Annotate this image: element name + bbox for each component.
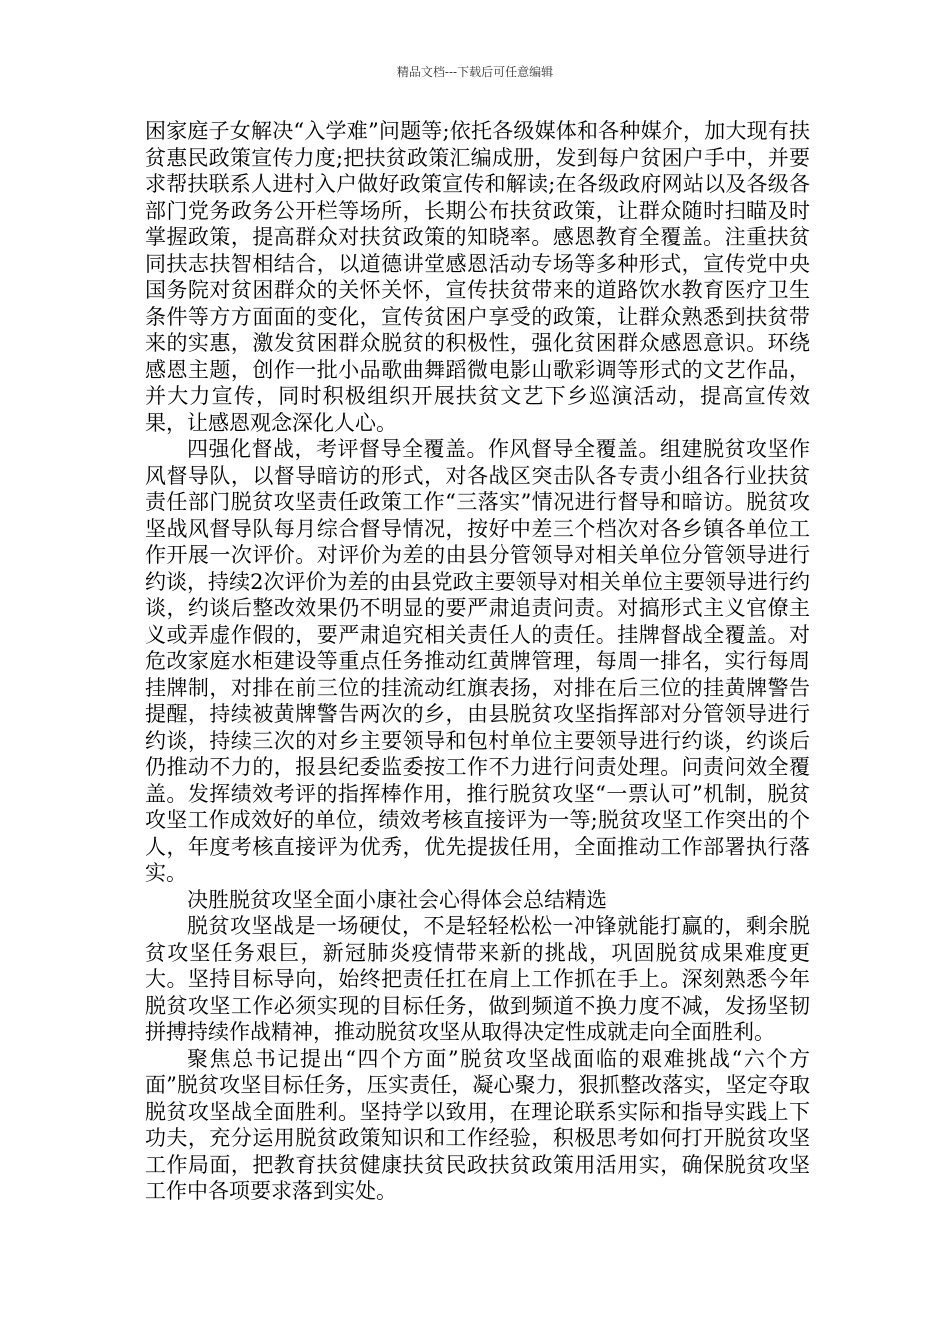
page-header: 精品文档---下载后可任意编辑 (396, 65, 554, 79)
section-title: 决胜脱贫攻坚全面小康社会心得体会总结精选 (187, 887, 607, 912)
document-body (145, 118, 810, 1205)
paragraph-focus: 聚焦总书记提出“四个方面”脱贫攻坚战面临的艰难挑战“六个方面”脱贫攻坚目标任务，压实责任，凝心聚力，狠抓整改落实，坚定夺取脱贫攻坚战全面胜利。坚持学以致用，在理论联系实际和指导实践上下功夫，充分运用脱贫政策知识和工作经验，积极思考如何打开脱贫攻坚工作局面，把教育扶贫健康扶贫民政扶贫政策用活用实，确保脱贫攻坚工作中各项要求落到实处。 (145, 1046, 810, 1203)
paragraph-hard-battle: 脱贫攻坚战是一场硬仗，不是轻轻松松一冲锋就能打赢的，剩余脱贫攻坚任务艰巨，新冠肺炎疫情带来新的挑战，巩固脱贫成果难度更大。坚持目标导向，始终把责任扛在肩上工作抓在手上。深刻熟悉今年脱贫攻坚工作必须实现的目标任务，做到频道不换力度不减，发扬坚韧拼搏持续作战精神，推动脱贫攻坚从取得决定性成就走向全面胜利。 (145, 914, 810, 1044)
paragraph-continued: 困家庭子女解决“入学难”问题等;依托各级媒体和各种媒介，加大现有扶贫惠民政策宣传力度;把扶贫政策汇编成册，发到每户贫困户手中，并要求帮扶联系人进村入户做好政策宣传和解读;在各级政府网站以及各级各部门党务政务公开栏等场所，长期公布扶贫政策，让群众随时扫瞄及时掌握政策，提高群众对扶贫政策的知晓率。感恩教育全覆盖。注重扶贫同扶志扶智相结合，以道德讲堂感恩活动专场等多种形式，宣传党中央国务院对贫困群众的关怀关怀，宣传扶贫带来的道路饮水教育医疗卫生条件等方方面面的变化，宣传贫困户享受的政策，让群众熟悉到扶贫带来的实惠，激发贫困群众脱贫的积极性，强化贫困群众感恩意识。环绕感恩主题，创作一批小品歌曲舞蹈微电影山歌彩调等形式的文艺作品，并大力宣传，同时积极组织开展扶贫文艺下乡巡演活动，提高宣传效果，让感恩观念深化人心。 (145, 119, 810, 435)
paragraph-supervision: 四强化督战，考评督导全覆盖。作风督导全覆盖。组建脱贫攻坚作风督导队，以督导暗访的形式，对各战区突击队各专责小组各行业扶贫责任部门脱贫攻坚责任政策工作“三落实”情况进行督导和暗访。脱贫攻坚战风督导队每月综合督导情况，按好中差三个档次对各乡镇各单位工作开展一次评价。对评价为差的由县分管领导对相关单位分管领导进行约谈，持续2次评价为差的由县党政主要领导对相关单位主要领导进行约谈，约谈后整改效果仍不明显的要严肃追责问责。对搞形式主义官僚主义或弄虚作假的，要严肃追究相关责任人的责任。挂牌督战全覆盖。对危改家庭水柜建设等重点任务推动红黄牌管理，每周一排名，实行每周挂牌制，对排在前三位的挂流动红旗表扬，对排在后三位的挂黄牌警告提醒，持续被黄牌警告两次的乡，由县脱贫攻坚指挥部对分管领导进行约谈，持续三次的对乡主要领导和包村单位主要领导进行约谈，约谈后仍推动不力的，报县纪委监委按工作不力进行问责处理。问责问效全覆盖。发挥绩效考评的指挥棒作用，推行脱贫攻坚“一票认可”机制，脱贫攻坚工作成效好的单位，绩效考核直接评为一等;脱贫攻坚工作突出的个人，年度考核直接评为优秀，优先提拔任用，全面推动工作部署执行落实。 (145, 437, 810, 885)
